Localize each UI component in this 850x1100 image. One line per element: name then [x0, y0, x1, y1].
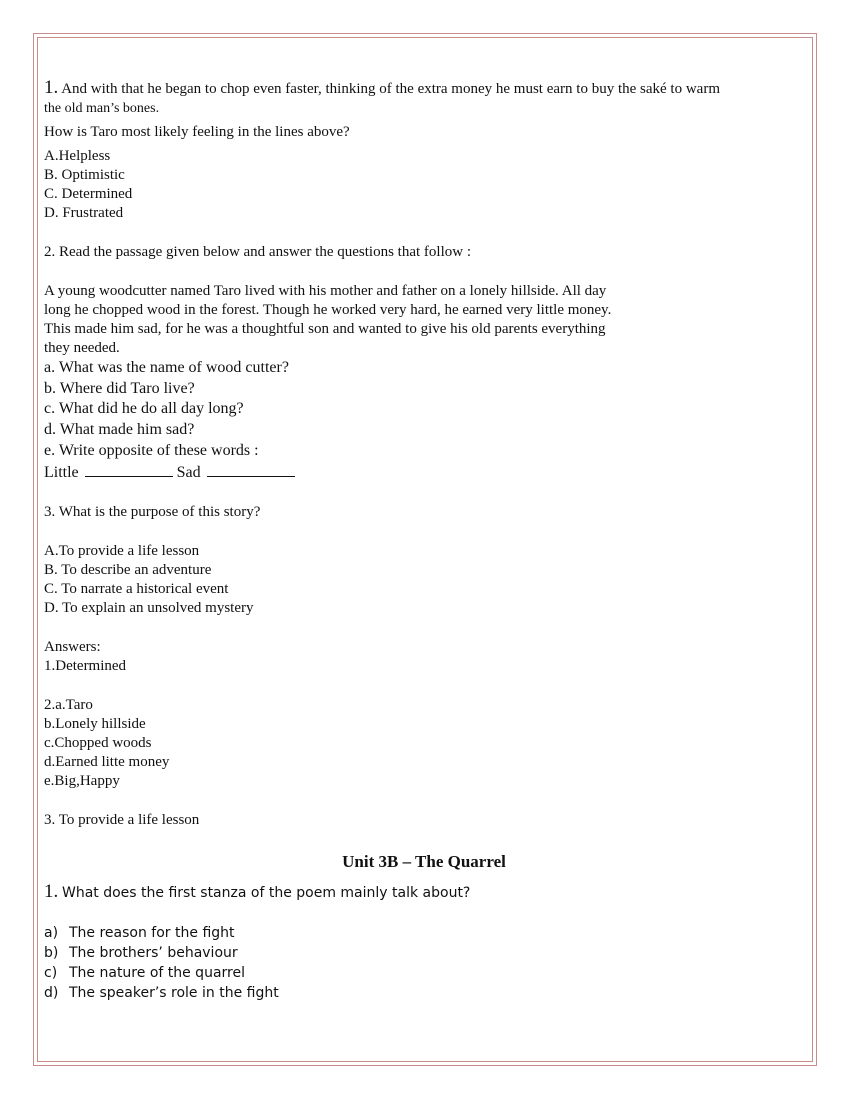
answer-blank[interactable]: [85, 462, 173, 477]
q2-subquestion: b. Where did Taro live?: [44, 379, 195, 397]
q3-option: B. To describe an adventure: [44, 562, 212, 579]
q1-option: D. Frustrated: [44, 205, 124, 221]
option-letter: a): [44, 925, 59, 942]
answer-2-item: e.Big,Happy: [44, 773, 120, 790]
q3-question: 3. What is the purpose of this story?: [44, 504, 261, 521]
q1-option: B. Optimistic: [44, 167, 125, 183]
q3-option: A.To provide a life lesson: [44, 543, 200, 560]
unit-option: [44, 923, 804, 943]
option-text: The speaker’s role in the fight: [69, 985, 279, 1002]
q2-heading: 2. Read the passage given below and answer the questions that follow :: [44, 244, 471, 260]
option-text: The nature of the quarrel: [69, 965, 245, 982]
q3-option: D. To explain an unsolved mystery: [44, 600, 254, 617]
unit-title: Unit 3B – The Quarrel: [342, 852, 506, 872]
q1-question: How is Taro most likely feeling in the lines above?: [44, 124, 350, 140]
answer-1: 1.Determined: [44, 658, 127, 675]
option-letter: d): [44, 985, 59, 1002]
unit-option: [44, 983, 804, 1003]
q2-opposite-row: [44, 462, 804, 484]
unit-option: [44, 943, 804, 963]
answer-3: 3. To provide a life lesson: [44, 812, 200, 829]
q1-number: 1.: [44, 77, 59, 98]
opposite-word-little: Little: [44, 463, 79, 481]
unit-q-number: 1.: [44, 881, 59, 903]
q1-quote-line-2: the old man’s bones.: [44, 101, 160, 116]
option-letter: b): [44, 945, 59, 962]
option-text: The reason for the fight: [69, 925, 235, 942]
q1-quote-line-1: [44, 78, 804, 99]
unit-q-text: What does the first stanza of the poem mainly talk about?: [62, 885, 471, 902]
q1-option: A.Helpless: [44, 148, 111, 164]
answer-2-item: b.Lonely hillside: [44, 716, 146, 733]
answer-2-item: d.Earned litte money: [44, 754, 170, 771]
q1-quote-text: And with that he began to chop even faster, thinking of the extra money he must earn to buy the saké to warm: [61, 81, 720, 97]
answer-blank[interactable]: [207, 462, 295, 477]
q2-passage-line: long he chopped wood in the forest. Though he worked very hard, he earned very little money.: [44, 302, 612, 318]
q3-option: C. To narrate a historical event: [44, 581, 229, 598]
answers-heading: Answers:: [44, 639, 101, 656]
option-text: The brothers’ behaviour: [69, 945, 238, 962]
opposite-word-sad: Sad: [176, 463, 201, 481]
q2-subquestion: c. What did he do all day long?: [44, 400, 244, 418]
answer-2-item: c.Chopped woods: [44, 735, 152, 752]
q2-subquestion: a. What was the name of wood cutter?: [44, 359, 289, 376]
answer-2-item: 2.a.Taro: [44, 697, 93, 714]
q2-subquestion: e. Write opposite of these words :: [44, 441, 259, 459]
option-letter: c): [44, 965, 58, 982]
q2-passage-line: This made him sad, for he was a thoughtful son and wanted to give his old parents everything: [44, 321, 606, 337]
q2-passage-line: A young woodcutter named Taro lived with his mother and father on a lonely hillside. All day: [44, 283, 607, 299]
worksheet-content: [44, 78, 804, 1003]
q1-option: C. Determined: [44, 186, 133, 202]
unit-option: [44, 963, 804, 983]
q2-passage-line: they needed.: [44, 340, 120, 356]
q2-subquestion: d. What made him sad?: [44, 421, 195, 439]
unit-question: [44, 882, 804, 903]
